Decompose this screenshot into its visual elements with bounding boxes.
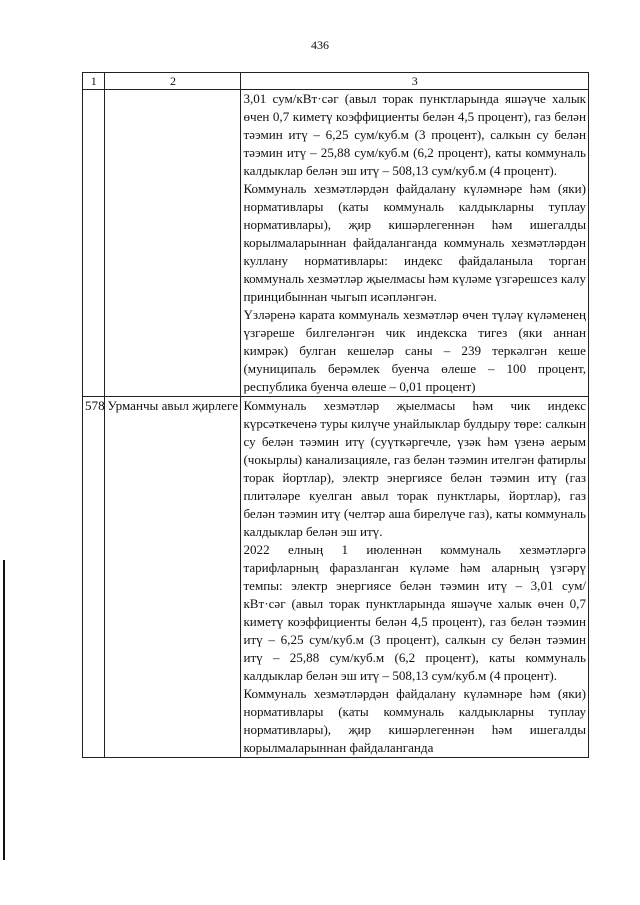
header-col-2: 2 (105, 73, 241, 90)
row-number: 578 (83, 397, 105, 758)
header-col-3: 3 (241, 73, 589, 90)
table-row (83, 90, 589, 397)
row-description (241, 397, 589, 758)
tariff-table (82, 72, 589, 758)
row-description (241, 90, 589, 397)
page-number: 436 (311, 38, 329, 52)
paragraph: Коммуналь хезмәтләрдән файдалану күләмнәре һәм (яки) нормативлары (каты коммуналь калдыкларны туплау нормативлары), җир кишәрлегеннән һәм ишегалды корылмаларыннан файдаланганда коммуналь хезмәтләрдән куллану нормативлары: индекс файдаланыла торган коммуналь хезмәтләр җыелмасы һәм күләме үзгәрешсез калу принцибыннан чыгып исәпләнгән. (243, 181, 586, 304)
table-header-row (83, 73, 589, 90)
scan-edge-line (3, 560, 5, 860)
paragraph: Коммуналь хезмәтләр җыелмасы һәм чик индекс күрсәткеченә туры килүче унайлыклар булдыру төре: салкын су белән тәэмин итү (суүткәргечле, үзәк һәм үзенә аерым (чокырлы) канализацияле, газ белән тәэмин ителгән фатирлы торак йортлар), электр энергиясе белән тәэмин итү (газ плитәләре куелган авыл торак пунктлары, йортлар), газ белән тәэмин итү (челтәр аша бирелүче газ), каты коммуналь калдыклар белән эш итү. (243, 398, 586, 539)
settlement-name: Урманчы авыл җирлеге (105, 397, 241, 758)
paragraph: Коммуналь хезмәтләрдән файдалану күләмнәре һәм (яки) нормативлары (каты коммуналь калдыкларны туплау нормативлары), җир кишәрлегеннән һәм ишегалды корылмаларыннан файдаланганда (243, 686, 586, 755)
paragraph: 2022 елның 1 июленнән коммуналь хезмәтләргә тарифларның фаразланган күләме һәм аларның үзгәрү темпы: электр энергиясе белән тәэмин итү – 3,01 сум/кВт·сәг (авыл торак пунктларында яшәүче халык өчен 0,7 киметү коэффициенты белән 4,5 процент), газ белән тәэмин итү – 6,25 сум/куб.м (3 процент), салкын су белән тәэмин итү – 25,88 сум/куб.м (6,2 процент), каты коммуналь калдыклар белән эш итү – 508,13 сум/куб.м (4 процент). (243, 542, 586, 683)
table-row (83, 397, 589, 758)
row-number (83, 90, 105, 397)
paragraph: 3,01 сум/кВт·сәг (авыл торак пунктларында яшәүче халык өчен 0,7 киметү коэффициенты белән 4,5 процент), газ белән тәэмин итү – 6,25 сум/куб.м (3 процент), салкын су белән тәэмин итү – 25,88 сум/куб.м (6,2 процент), каты коммуналь калдыклар белән эш итү – 508,13 сум/куб.м (4 процент). (243, 91, 586, 178)
paragraph: Үзләренә карата коммуналь хезмәтләр өчен түләү күләменең үзгәреше билгеләнгән чик индекска тигез (яки аннан кимрәк) булган кешеләр саны – 239 теркәлгән кеше (муниципаль берәмлек буенча өлеше – 100 процент, республика буенча өлеше – 0,01 процент) (243, 307, 586, 394)
header-col-1: 1 (83, 73, 105, 90)
settlement-name (105, 90, 241, 397)
